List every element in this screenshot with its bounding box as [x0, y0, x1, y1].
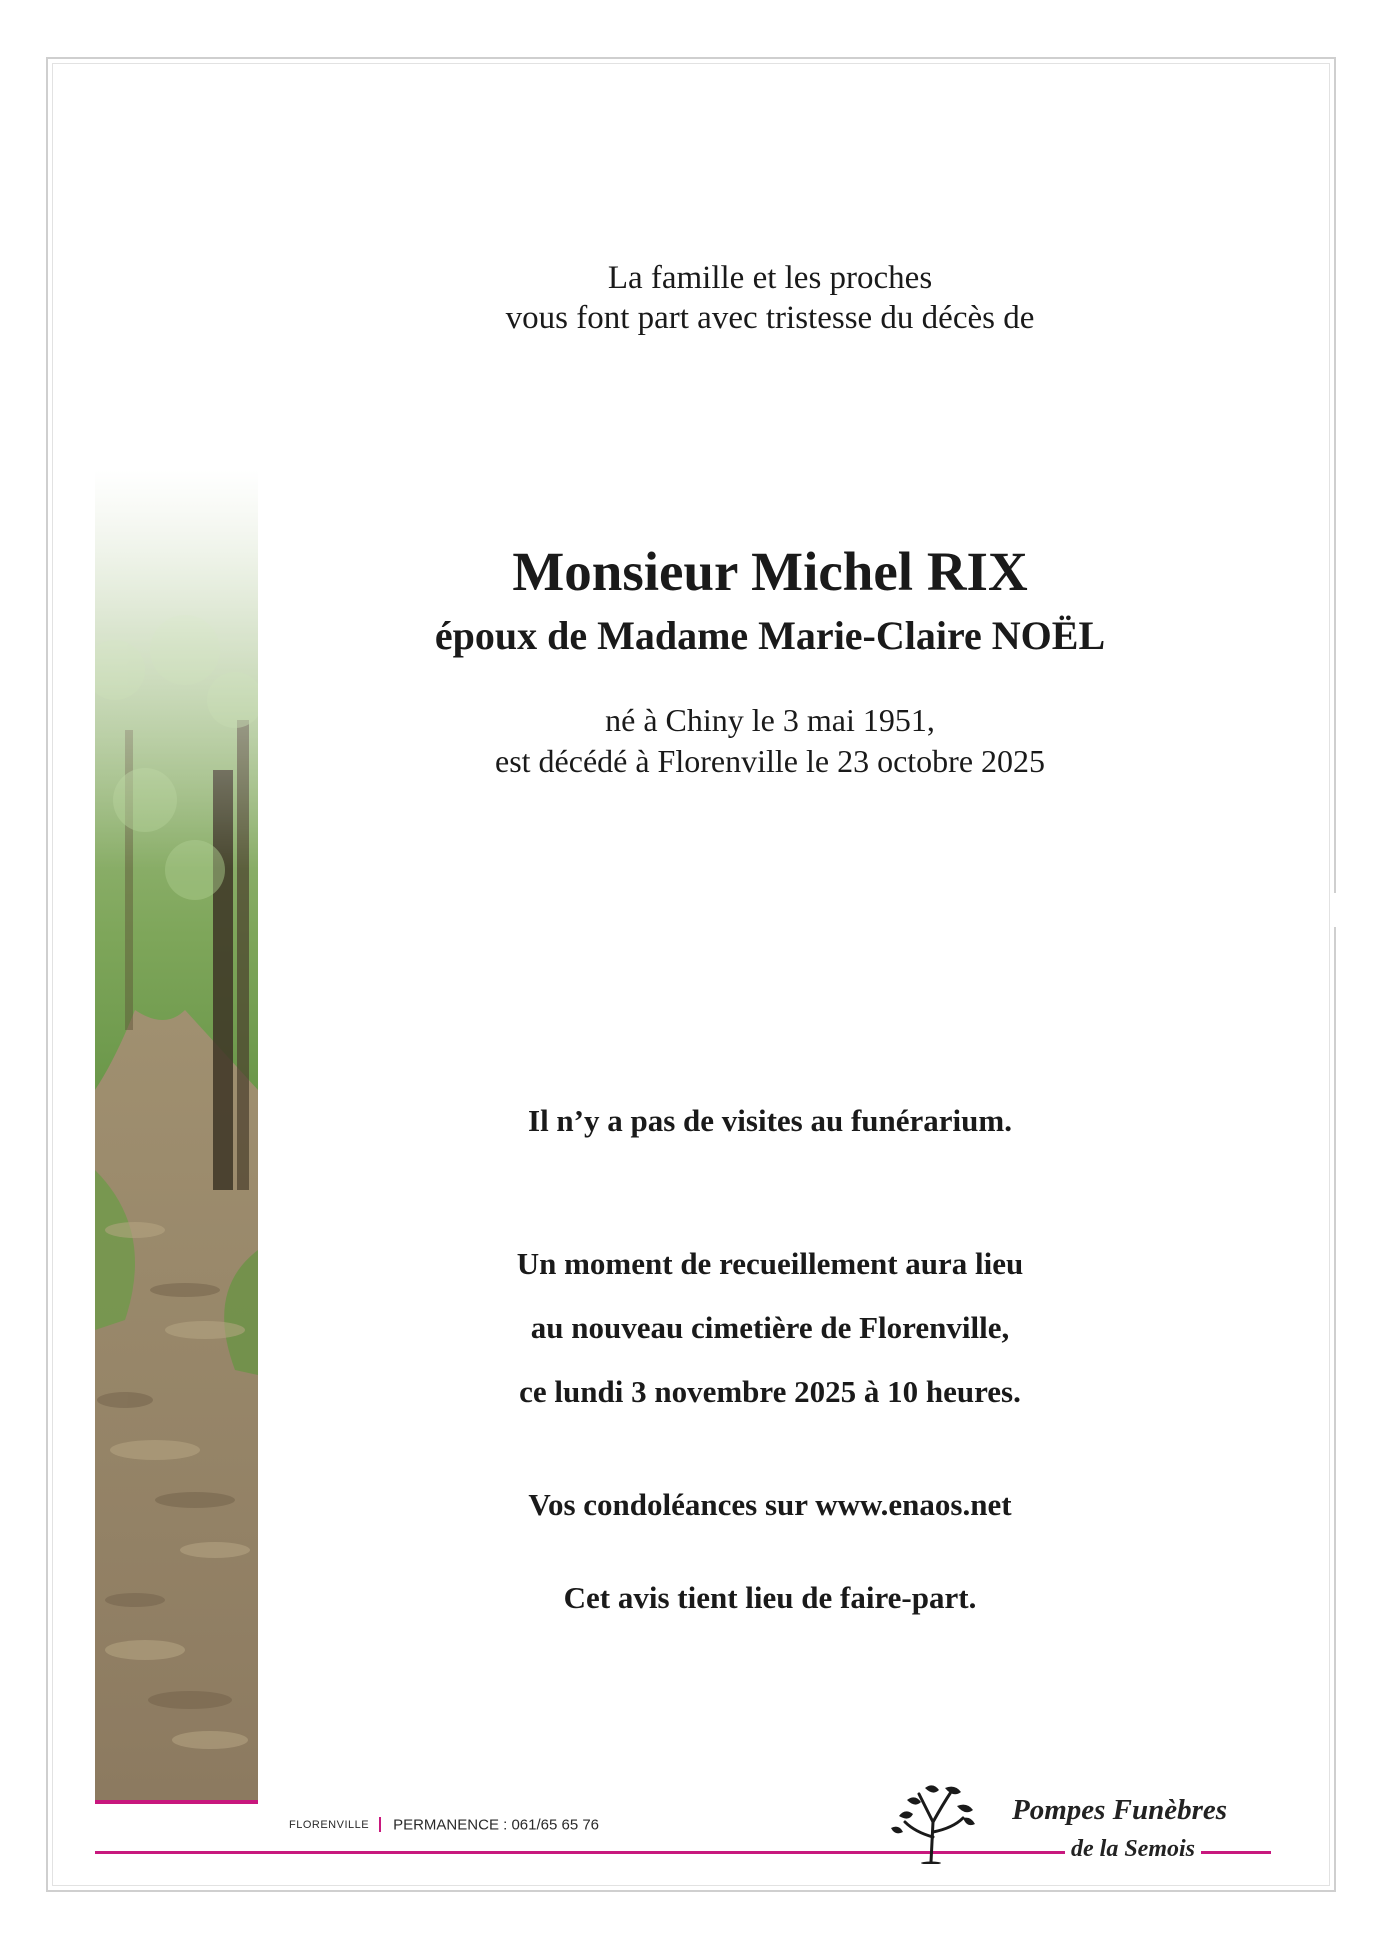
ceremony-info: [320, 1232, 1220, 1424]
border-gap: [1330, 893, 1338, 927]
footer-town: FLORENVILLE: [289, 1818, 370, 1831]
spouse-line: époux de Madame Marie-Claire NOËL: [434, 613, 1106, 658]
tree-icon: [885, 1782, 985, 1864]
ceremony-line-2: au nouveau cimetière de Florenville,: [530, 1310, 1010, 1345]
ceremony-line-3: ce lundi 3 novembre 2025 à 10 heures.: [519, 1374, 1021, 1409]
birth-line: né à Chiny le 3 mai 1951,: [605, 702, 935, 738]
intro-text: [320, 258, 1220, 338]
footer-separator: [379, 1817, 381, 1832]
forest-path-photo: [95, 470, 258, 1800]
intro-line-1: La famille et les proches: [607, 260, 933, 296]
brand-name-line-1: Pompes Funèbres: [1012, 1794, 1228, 1826]
life-dates: [320, 700, 1220, 782]
photo-accent-bar: [95, 1800, 258, 1804]
footer-contact: [289, 1816, 599, 1834]
condolences-note: Vos condoléances sur www.enaos.net: [528, 1487, 1012, 1522]
visits-note: Il n’y a pas de visites au funérarium.: [528, 1103, 1012, 1138]
brand-name-line-2: de la Semois: [1065, 1836, 1201, 1863]
ceremony-line-1: Un moment de recueillement aura lieu: [516, 1246, 1024, 1281]
death-line: est décédé à Florenville le 23 octobre 2025: [494, 743, 1046, 779]
footer-permanence: PERMANENCE : 061/65 65 76: [393, 1816, 600, 1834]
intro-line-2: vous font part avec tristesse du décès de: [505, 300, 1035, 336]
deceased-name: Monsieur Michel RIX: [512, 541, 1028, 602]
faire-part-note: Cet avis tient lieu de faire-part.: [563, 1580, 977, 1615]
